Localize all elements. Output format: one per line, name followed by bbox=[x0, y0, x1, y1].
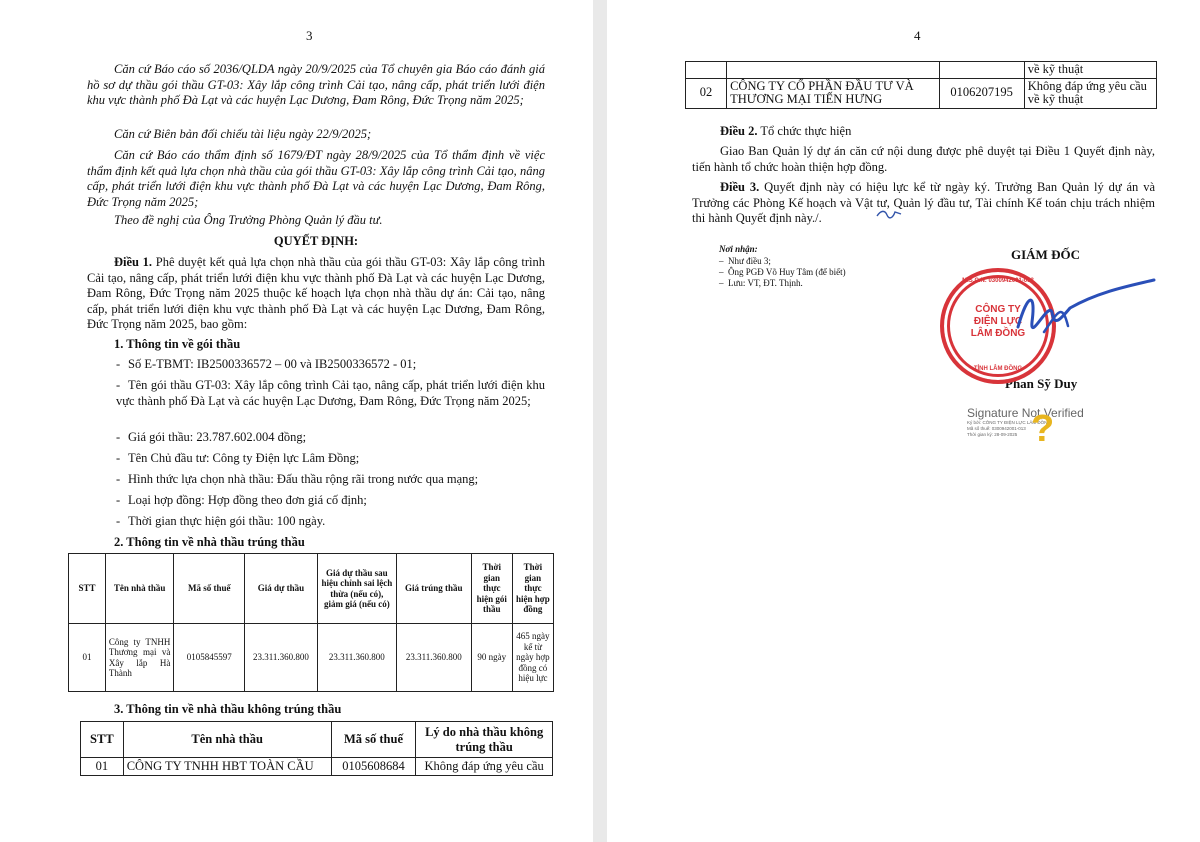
table-header: Mã số thuế bbox=[331, 722, 416, 758]
bullet-dash: - bbox=[116, 472, 121, 486]
article-2-body: Giao Ban Quản lý dự án căn cứ nội dung được phê duyệt tại Điều 1 Quyết định này, tiến hành tổ chức hoàn thiện hợp đồng. bbox=[692, 144, 1155, 174]
table-cell: 23.311.360.800 bbox=[245, 624, 318, 692]
article-2-label: Điều 2. bbox=[720, 124, 758, 138]
article-3-label: Điều 3. bbox=[720, 180, 760, 194]
investor-line: Tên Chủ đầu tư: Công ty Điện lực Lâm Đồng; bbox=[128, 451, 360, 465]
table-cell: 02 bbox=[686, 78, 727, 108]
package-price-line: Giá gói thầu: 23.787.602.004 đồng; bbox=[128, 430, 307, 444]
table-row bbox=[686, 62, 1157, 79]
signature-line: Mã số thuế: 0300942001-013 bbox=[967, 426, 1026, 431]
section-1-title: 1. Thông tin về gói thầu bbox=[114, 337, 241, 351]
selection-form-line: Hình thức lựa chọn nhà thầu: Đấu thầu rộng rãi trong nước qua mạng; bbox=[128, 472, 479, 486]
article-3 bbox=[692, 180, 1155, 227]
table-header-row bbox=[81, 722, 553, 758]
table-header: Tên nhà thầu bbox=[105, 554, 174, 624]
bullet-dash: - bbox=[116, 378, 121, 392]
article-1-label: Điều 1. bbox=[114, 255, 153, 269]
table-cell: Không đáp ứng yêu cầu về kỹ thuật bbox=[1024, 78, 1156, 108]
contract-type-line: Loại hợp đồng: Hợp đồng theo đơn giá cố định; bbox=[128, 493, 367, 507]
table-header: Thời gian thực hiện gói thầu bbox=[471, 554, 512, 624]
legal-basis-1: Căn cứ Báo cáo số 2036/QLDA ngày 20/9/2025 của Tổ chuyên gia Báo cáo đánh giá hồ sơ dự thầu gói thầu GT-03: Xây lắp công trình Cải tạo, nâng cấp, phát triển lưới điện khu vực thành phố Đà Lạt và các huyện Lạc Dương, Đam Rông, Đức Trọng năm 2025; bbox=[87, 62, 545, 107]
signer-name: Phan Sỹ Duy bbox=[1005, 376, 1078, 391]
section-2-title: 2. Thông tin về nhà thầu trúng thầu bbox=[114, 535, 305, 549]
losing-bidder-table bbox=[80, 721, 553, 776]
table-cell bbox=[727, 62, 939, 79]
page-4 bbox=[607, 0, 1200, 842]
proposal-line: Theo đề nghị của Ông Trưởng Phòng Quản lý đầu tư. bbox=[114, 213, 383, 227]
table-cell: 0106207195 bbox=[939, 78, 1024, 108]
signature-line: Thời gian ký: 28-09-2025 bbox=[967, 432, 1018, 437]
table-row bbox=[686, 78, 1157, 108]
seal-ring-text: M.S.C.N: 0300942001-013 bbox=[962, 278, 1034, 284]
initials-mark bbox=[875, 208, 903, 220]
article-2-text: Tổ chức thực hiện bbox=[757, 124, 852, 138]
page-number: 4 bbox=[914, 28, 921, 43]
bullet-dash: - bbox=[116, 514, 121, 528]
table-header: Giá trúng thầu bbox=[396, 554, 471, 624]
signature-status: Signature Not Verified bbox=[967, 406, 1084, 420]
list-item: – Ông PGĐ Võ Huy Tâm (để biết) bbox=[719, 267, 846, 277]
article-1-text: Phê duyệt kết quả lựa chọn nhà thầu của gói thầu GT-03: Xây lắp công trình Cải tạo, nâng cấp, phát triển lưới điện khu vực thành phố Đà Lạt và các huyện Lạc Dương, Đam Rông, Đức Trọng năm 2025 thuộc kế hoạch lựa chọn nhà thầu dự án: Cải tạo, nâng cấp, phát triển lưới điện khu vực thành phố Đà Lạt và các huyện Lạc Dương, Đam Rông, Đức Trọng năm 2025, bao gồm: bbox=[87, 255, 546, 331]
table-header: Mã số thuế bbox=[174, 554, 245, 624]
table-header: STT bbox=[81, 722, 124, 758]
table-cell: 01 bbox=[81, 758, 124, 776]
article-3-text: Quyết định này có hiệu lực kể từ ngày ký. Trưởng Ban Quản lý dự án và Trưởng các Phòng Kế hoạch và Vật tư, Quản lý đầu tư, Tài chính Kế toán chịu trách nhiệm thi hành Quyết định này./. bbox=[692, 180, 1156, 225]
list-item: – Như điều 3; bbox=[719, 256, 771, 266]
article-1 bbox=[87, 255, 545, 333]
section-3-title: 3. Thông tin về nhà thầu không trúng thầu bbox=[114, 702, 342, 716]
table-cell: 90 ngày bbox=[471, 624, 512, 692]
page-3 bbox=[0, 0, 593, 842]
table-row bbox=[69, 624, 554, 692]
bullet-dash: - bbox=[116, 493, 121, 507]
table-cell: CÔNG TY TNHH HBT TOÀN CẦU bbox=[123, 758, 331, 776]
bullet-dash: - bbox=[116, 430, 121, 444]
seal-ring-text: TỈNH LÂM ĐỒNG bbox=[973, 366, 1023, 372]
table-cell bbox=[686, 62, 727, 79]
table-header: STT bbox=[69, 554, 106, 624]
signer-title: GIÁM ĐỐC bbox=[1011, 247, 1080, 262]
table-header: Lý do nhà thầu không trúng thầu bbox=[416, 722, 553, 758]
winning-bidder-table bbox=[68, 553, 554, 692]
table-cell: 0105845597 bbox=[174, 624, 245, 692]
bullet-dash: - bbox=[116, 357, 121, 371]
table-header: Giá dự thầu sau hiệu chỉnh sai lệch thừa (nếu có), giảm giá (nếu có) bbox=[317, 554, 396, 624]
recipients-list bbox=[719, 256, 846, 289]
list-item: – Lưu: VT, ĐT. Thịnh. bbox=[719, 278, 803, 288]
legal-basis-2: Căn cứ Biên bản đối chiếu tài liệu ngày 22/9/2025; bbox=[114, 127, 372, 141]
table-header: Tên nhà thầu bbox=[123, 722, 331, 758]
etbmt-line: Số E-TBMT: IB2500336572 – 00 và IB2500336572 - 01; bbox=[128, 357, 417, 371]
table-cell: Không đáp ứng yêu cầu bbox=[416, 758, 553, 776]
table-header-row bbox=[69, 554, 554, 624]
table-header: Giá dự thầu bbox=[245, 554, 318, 624]
handwritten-signature bbox=[988, 272, 1158, 352]
question-mark-icon: ? bbox=[1031, 408, 1055, 450]
legal-basis-3: Căn cứ Báo cáo thẩm định số 1679/ĐT ngày 28/9/2025 của Tổ thẩm định về việc thẩm định kết quả lựa chọn nhà thầu của gói thầu GT-03: Xây lắp công trình Cải tạo, nâng cấp, phát triển lưới điện khu vực thành phố Đà Lạt và các huyện Lạc Dương, Đam Rông, Đức Trọng năm 2025; bbox=[87, 148, 545, 209]
seal-center-text: CÔNG TY ĐIỆN LỰC LÂM ĐỒNG bbox=[970, 304, 1026, 339]
table-cell: 23.311.360.800 bbox=[317, 624, 396, 692]
recipients-title: Nơi nhận: bbox=[719, 244, 758, 254]
duration-line: Thời gian thực hiện gói thầu: 100 ngày. bbox=[128, 514, 326, 528]
table-cell: CÔNG TY CỔ PHẦN ĐẦU TƯ VÀ THƯƠNG MẠI TIẾN HƯNG bbox=[727, 78, 939, 108]
signature-line: Ký bởi: CÔNG TY ĐIỆN LỰC LÂM ĐỒNG bbox=[967, 420, 1051, 425]
page-number: 3 bbox=[306, 28, 313, 43]
table-cell bbox=[939, 62, 1024, 79]
table-cell: 01 bbox=[69, 624, 106, 692]
article-2 bbox=[720, 124, 851, 140]
bullet-dash: - bbox=[116, 451, 121, 465]
decision-heading: QUYẾT ĐỊNH: bbox=[273, 234, 359, 248]
table-cell: về kỹ thuật bbox=[1024, 62, 1156, 79]
losing-bidder-table-continued bbox=[685, 61, 1157, 109]
table-header: Thời gian thực hiện hợp đồng bbox=[512, 554, 553, 624]
table-row bbox=[81, 758, 553, 776]
table-cell: 0105608684 bbox=[331, 758, 416, 776]
package-name-line: Tên gói thầu GT-03: Xây lắp công trình Cải tạo, nâng cấp, phát triển lưới điện khu vực thành phố Đà Lạt và các huyện Lạc Dương, Đam Rông, Đức Trọng năm 2025; bbox=[116, 378, 545, 408]
table-cell: 23.311.360.800 bbox=[396, 624, 471, 692]
table-cell: 465 ngày kể từ ngày hợp đồng có hiệu lực bbox=[512, 624, 553, 692]
table-cell: Công ty TNHH Thương mại và Xây lắp Hà Thành bbox=[105, 624, 174, 692]
